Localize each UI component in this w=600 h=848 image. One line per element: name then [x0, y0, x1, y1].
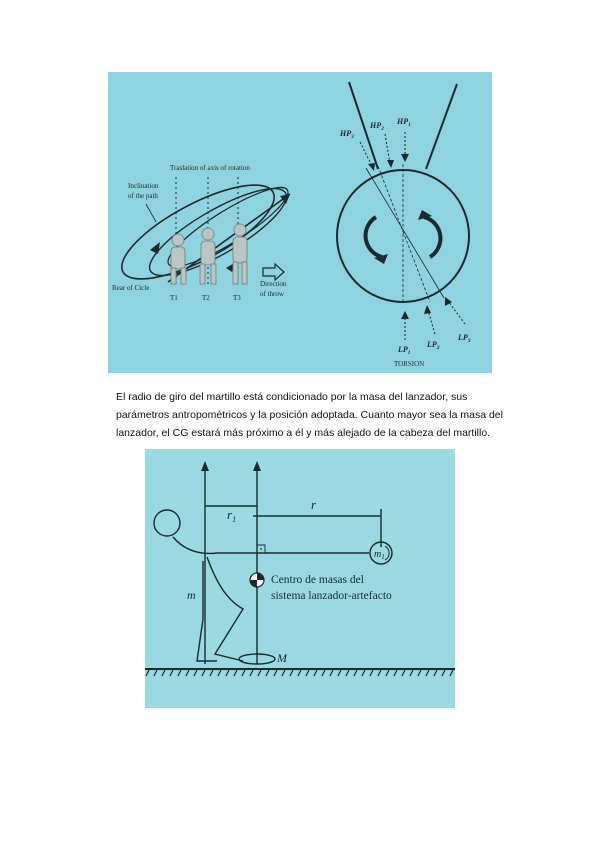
hp1-label: HP	[397, 117, 409, 126]
r1-sub: 1	[232, 515, 237, 524]
hp1-sub: 1	[408, 122, 411, 128]
lp1-label: LP	[398, 345, 408, 354]
hp3-label: HP	[340, 129, 352, 138]
rear-label: Rear of Cicle	[112, 284, 150, 292]
caption-paragraph: El radio de giro del martillo está condicionado por la masa del lanzador, sus parámetros antropométricos y la posición adoptada. Cuanto mayor sea la masa del lanzador, el CG estará más próximo a él y más alejado de la cabeza del martillo.	[116, 391, 503, 439]
direction-label-line1: Direction	[260, 280, 287, 288]
torsion-title: TORSION	[394, 360, 425, 368]
lp1-sub: 1	[407, 350, 411, 356]
lp3-label: LP	[458, 333, 468, 342]
lp2-sub: 2	[436, 345, 440, 351]
hammer-throw-diagram	[108, 72, 492, 373]
hammer-throw-figure	[108, 72, 492, 373]
svg-text:HP1	[396, 117, 411, 128]
hp2-label: HP	[370, 121, 382, 130]
svg-text:HP3	[339, 129, 354, 140]
radius-of-gyration-diagram	[145, 449, 455, 708]
svg-text:LP2	[426, 340, 440, 351]
cg-label-line2: sistema lanzador-artefacto	[271, 590, 392, 602]
svg-text:r1	[227, 507, 236, 524]
position-t1: T1	[170, 294, 178, 302]
center-of-mass-marker	[250, 573, 264, 587]
svg-text:LP3	[457, 333, 471, 344]
r1-label: r	[227, 507, 233, 522]
direction-label-line2: of throw	[260, 290, 284, 298]
svg-text:LP1	[397, 345, 411, 356]
hp2-sub: 2	[381, 126, 384, 132]
lp2-label: LP	[427, 340, 437, 349]
hp3-sub: 3	[351, 134, 354, 140]
inclination-label-line1: Inclination	[128, 182, 159, 190]
translation-label: Traslation of axis of rotation	[170, 164, 250, 172]
position-t2: T2	[202, 294, 210, 302]
cg-label-line1: Centro de masas del	[271, 574, 364, 586]
svg-text:HP2	[369, 121, 384, 132]
r-label: r	[311, 497, 317, 512]
foot-mass-label: M	[277, 651, 287, 665]
lp3-sub: 3	[467, 338, 471, 344]
thrower-mass-label: m	[187, 588, 196, 602]
position-t3: T3	[233, 294, 241, 302]
hammer-mass-sub: 1	[381, 553, 385, 561]
radius-diagram-lines	[145, 461, 455, 676]
inclination-label-line2: of the path	[128, 192, 158, 200]
hammer-mass-label: m	[374, 549, 382, 560]
radius-diagram-figure	[145, 449, 455, 708]
svg-text:m1	[374, 549, 385, 561]
